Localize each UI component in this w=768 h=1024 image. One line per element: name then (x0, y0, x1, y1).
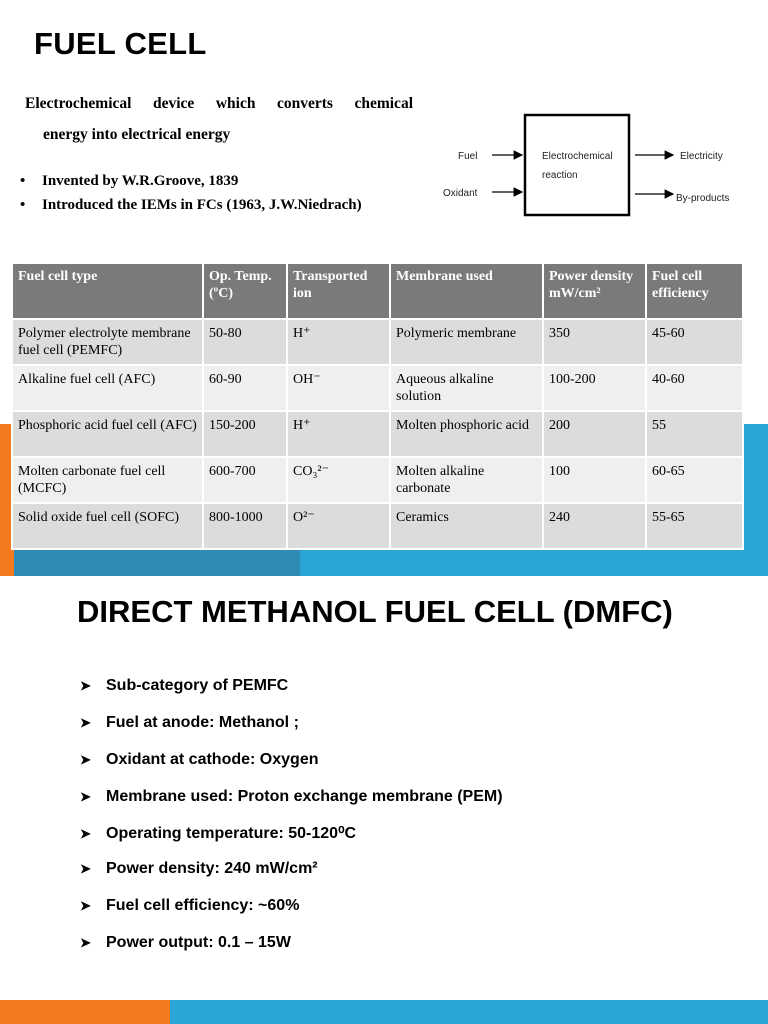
table-row (12, 319, 743, 365)
table-row (12, 457, 743, 503)
table-body (12, 319, 743, 549)
arrowhead-bullet-icon: ➤ (80, 898, 91, 913)
table-cell: 350 (543, 319, 646, 365)
dmfc-item-text: Power output: 0.1 – 15W (106, 934, 291, 951)
table-cell: Aqueous alkaline solution (390, 365, 543, 411)
header-line: Transported (293, 269, 368, 284)
table-cell: 600-700 (203, 457, 287, 503)
table-cell: Phosphoric acid fuel cell (AFC) (12, 411, 203, 457)
bullet-item (20, 173, 238, 190)
reaction-box-line2: reaction (542, 170, 578, 181)
dmfc-list-item (80, 823, 356, 843)
diagram-output-electricity: Electricity (680, 151, 723, 162)
table-cell: 100-200 (543, 365, 646, 411)
table-cell: H⁺ (287, 411, 390, 457)
dmfc-item-text: Sub-category of PEMFC (106, 677, 289, 694)
dmfc-item-text: Operating temperature: 50-120⁰C (106, 825, 357, 842)
dmfc-item-text: Membrane used: Proton exchange membrane (PEM) (106, 788, 503, 805)
arrowhead-bullet-icon: ➤ (80, 861, 91, 876)
reaction-box (525, 115, 629, 215)
dmfc-list-item (80, 860, 318, 878)
bullet-text: Invented by W.R.Groove, 1839 (42, 173, 239, 189)
dmfc-list-item (80, 897, 299, 915)
table-cell: Polymer electrolyte membrane fuel cell (PEMFC) (12, 319, 203, 365)
table-header-cell (12, 263, 203, 319)
table-cell: 240 (543, 503, 646, 549)
header-line: Power density (549, 269, 634, 284)
bullet-dot-icon: • (20, 197, 26, 213)
table-cell: 150-200 (203, 411, 287, 457)
dmfc-list-item (80, 751, 318, 769)
fuel-cell-diagram (425, 88, 741, 243)
diagram-input-fuel: Fuel (458, 151, 478, 162)
decor-bottom-blue (150, 1000, 768, 1024)
table-cell: 200 (543, 411, 646, 457)
intro-text-line2: energy into electrical energy (43, 126, 231, 143)
table-header-cell (203, 263, 287, 319)
table-cell: 40-60 (646, 365, 743, 411)
table-row (12, 503, 743, 549)
header-line: (ºC) (209, 286, 234, 301)
arrowhead-bullet-icon: ➤ (80, 678, 91, 693)
bullet-item (20, 197, 362, 214)
arrowhead-bullet-icon: ➤ (80, 752, 91, 767)
dmfc-list-item (80, 934, 291, 952)
dmfc-item-text: Oxidant at cathode: Oxygen (106, 751, 319, 768)
dmfc-item-text: Fuel at anode: Methanol ; (106, 714, 299, 731)
bullet-text: Introduced the IEMs in FCs (1963, J.W.Niedrach) (42, 197, 362, 213)
dmfc-item-text: Fuel cell efficiency: ~60% (106, 897, 300, 914)
table-cell: 60-65 (646, 457, 743, 503)
dmfc-list-item (80, 788, 503, 806)
header-line: mW/cm² (549, 286, 601, 301)
reaction-box-line1: Electrochemical (542, 151, 613, 162)
table-header-cell (646, 263, 743, 319)
table-cell: Polymeric membrane (390, 319, 543, 365)
diagram-input-oxidant: Oxidant (443, 188, 478, 199)
fuel-cell-table (11, 262, 744, 550)
table-row (12, 411, 743, 457)
table-cell: 55 (646, 411, 743, 457)
arrowhead-bullet-icon: ➤ (80, 826, 91, 841)
table-cell: Alkaline fuel cell (AFC) (12, 365, 203, 411)
diagram-output-byproducts: By-products (676, 193, 730, 204)
table-cell: Solid oxide fuel cell (SOFC) (12, 503, 203, 549)
table-cell: 800-1000 (203, 503, 287, 549)
table-cell: Molten alkaline carbonate (390, 457, 543, 503)
slide2-title: DIRECT METHANOL FUEL CELL (DMFC) (77, 594, 673, 629)
dmfc-list-item (80, 677, 288, 695)
header-line: Membrane used (396, 269, 493, 284)
header-line: Fuel cell (652, 269, 703, 284)
header-line: ion (293, 286, 312, 301)
table-header-cell (287, 263, 390, 319)
table-cell: 100 (543, 457, 646, 503)
table-cell: CO₃²⁻ (287, 457, 390, 503)
table-cell: Molten carbonate fuel cell (MCFC) (12, 457, 203, 503)
table-cell: Ceramics (390, 503, 543, 549)
arrowhead-bullet-icon: ➤ (80, 789, 91, 804)
table-cell: Molten phosphoric acid (390, 411, 543, 457)
table-header-cell (390, 263, 543, 319)
decor-bottom-orange (0, 1000, 170, 1024)
header-line: efficiency (652, 286, 709, 301)
intro-text-line1: Electrochemical device which converts chemical (25, 95, 413, 112)
slide1-title: FUEL CELL (34, 26, 207, 61)
header-line: Op. Temp. (209, 269, 272, 284)
table-cell: 45-60 (646, 319, 743, 365)
table-cell: 55-65 (646, 503, 743, 549)
table-cell: 60-90 (203, 365, 287, 411)
dmfc-list-item (80, 714, 299, 732)
table-row (12, 365, 743, 411)
table-cell: H⁺ (287, 319, 390, 365)
table-cell: 50-80 (203, 319, 287, 365)
table-cell: O²⁻ (287, 503, 390, 549)
bullet-dot-icon: • (20, 173, 26, 189)
dmfc-item-text: Power density: 240 mW/cm² (106, 860, 318, 877)
arrowhead-bullet-icon: ➤ (80, 935, 91, 950)
arrowhead-bullet-icon: ➤ (80, 715, 91, 730)
table-cell: OH⁻ (287, 365, 390, 411)
header-line: Fuel cell type (18, 269, 98, 284)
table-header-cell (543, 263, 646, 319)
table-header-row (12, 263, 743, 319)
